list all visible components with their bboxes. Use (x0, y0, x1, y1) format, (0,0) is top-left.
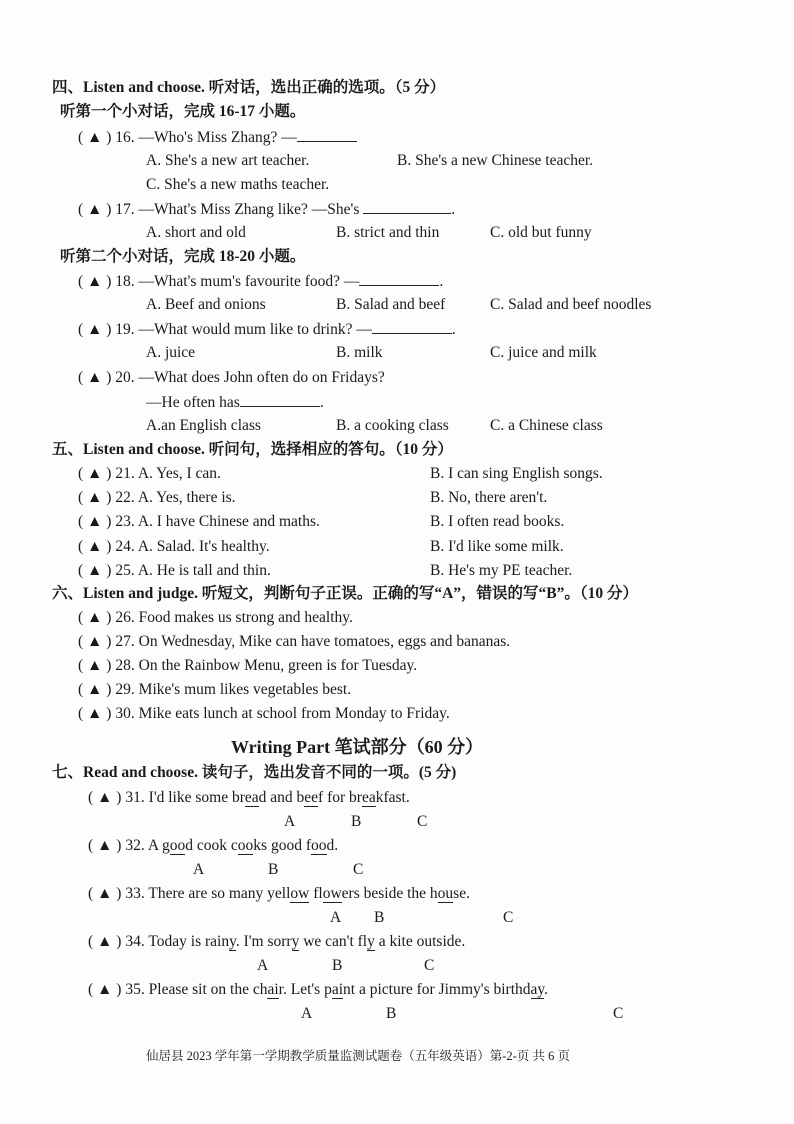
statement-row (78, 608, 353, 628)
sentence-text: . I'm sorr (235, 933, 292, 950)
option-a: A. Beef and onions (146, 296, 266, 313)
option-b: B. No, there aren't. (430, 489, 548, 507)
option-letter: C (503, 909, 514, 926)
question-row (78, 512, 320, 532)
underlined-letters: ai (331, 981, 344, 998)
statement-row (78, 704, 450, 724)
question-19 (78, 319, 456, 340)
section-4-sub2: 听第二个小对话，完成 18-20 小题。 (60, 248, 306, 265)
answer-mark: ( ▲ ) (78, 321, 112, 338)
underlined-letters: oo (237, 837, 254, 854)
underlined-letters: ee (304, 789, 319, 806)
sentence-text: ers beside the h (341, 885, 438, 902)
underlined-letters: ea (244, 789, 259, 806)
question-text: 20. —What does John often do on Fridays? (115, 369, 385, 386)
answer-mark: ( ▲ ) (78, 657, 112, 674)
underlined-letters: y (291, 933, 300, 950)
answer-mark: ( ▲ ) (78, 201, 112, 218)
question-row (88, 836, 338, 856)
section-7-heading: 七、Read and choose. 读句子，选出发音不同的一项。(5 分) (52, 764, 457, 781)
statement-row (78, 656, 417, 676)
underlined-letters: y (229, 933, 236, 950)
option-letter: C (417, 813, 428, 830)
underlined-letters: ay (530, 981, 545, 998)
option-b: B. I often read books. (430, 513, 565, 531)
answer-blank (297, 127, 357, 142)
option-b: B. a cooking class (336, 417, 449, 434)
section-4-heading: 四、Listen and choose. 听对话，选出正确的选项。（5 分） (52, 79, 446, 96)
question-text: 19. —What would mum like to drink? — (115, 321, 372, 338)
question-20 (78, 368, 385, 388)
sentence-text: r. Let's p (278, 981, 332, 998)
answer-blank (359, 271, 439, 286)
option-c: C. Salad and beef noodles (490, 296, 652, 313)
answer-blank (363, 199, 451, 214)
option-letter: A (284, 813, 296, 830)
option-b: B. milk (336, 344, 383, 361)
option-c: C. She's a new maths teacher. (146, 176, 330, 193)
answer-blank (240, 392, 320, 407)
option-a: 23. A. I have Chinese and maths. (115, 513, 320, 531)
underlined-letters: ow (322, 885, 342, 902)
option-letter: A (257, 957, 269, 974)
option-b: B. I'd like some milk. (430, 537, 564, 555)
option-a: A. short and old (146, 224, 246, 241)
sentence-text: nt a picture for Jimmy's birthd (343, 981, 531, 998)
question-row (78, 464, 221, 484)
statement-text: 30. Mike eats lunch at school from Monday to Friday. (115, 705, 450, 722)
option-a: A. She's a new art teacher. (146, 152, 310, 169)
sentence-text: ks good f (253, 837, 311, 854)
option-a: 22. A. Yes, there is. (115, 489, 236, 507)
question-row (88, 980, 548, 1000)
answer-mark: ( ▲ ) (78, 681, 112, 698)
question-row (78, 488, 236, 508)
underlined-letters: oo (311, 837, 327, 854)
option-letter: A (301, 1005, 313, 1022)
underlined-letters: oo (169, 837, 186, 854)
option-b: B. He's my PE teacher. (430, 561, 573, 579)
sentence-text: d and b (258, 789, 305, 806)
question-row (88, 884, 470, 904)
period: . (451, 321, 456, 338)
answer-mark: ( ▲ ) (78, 369, 112, 386)
answer-mark: ( ▲ ) (78, 513, 112, 531)
answer-mark: ( ▲ ) (78, 561, 112, 579)
underlined-letters: ou (437, 885, 454, 902)
underlined-letters: y (367, 933, 375, 950)
answer-mark: ( ▲ ) (78, 633, 112, 650)
underlined-letters: ow (290, 885, 310, 902)
answer-mark: ( ▲ ) (78, 489, 112, 507)
question-row (88, 932, 465, 952)
option-a: 21. A. Yes, I can. (115, 465, 221, 482)
answer-mark: ( ▲ ) (78, 609, 112, 626)
page-footer: 仙居县 2023 学年第一学期教学质量监测试题卷（五年级英语）第-2-页 共 6 页 (146, 1049, 570, 1063)
option-c: C. juice and milk (490, 344, 597, 361)
option-b: B. She's a new Chinese teacher. (397, 152, 594, 169)
sentence-text: se. (453, 885, 470, 902)
question-text: 16. —Who's Miss Zhang? — (115, 129, 297, 146)
option-a: 24. A. Salad. It's healthy. (115, 537, 270, 555)
option-letter: B (268, 861, 279, 878)
question-text: 17. —What's Miss Zhang like? —She's (115, 201, 360, 218)
statement-text: 27. On Wednesday, Mike can have tomatoes, eggs and bananas. (115, 633, 511, 650)
option-letter: B (386, 1005, 397, 1022)
writing-part-title: Writing Part 笔试部分（60 分） (231, 737, 484, 757)
option-a: 25. A. He is tall and thin. (115, 561, 271, 579)
answer-prompt: —He often has (146, 394, 240, 411)
underlined-letters: ai (267, 981, 279, 998)
option-letter: C (353, 861, 364, 878)
section-4-sub1: 听第一个小对话，完成 16-17 小题。 (60, 103, 306, 120)
question-18 (78, 271, 443, 292)
section-6-heading: 六、Listen and judge. 听短文，判断句子正误。正确的写“A”，错误的写“B”。（10 分） (52, 585, 639, 602)
sentence-text: we can't fl (299, 933, 368, 950)
statement-row (78, 680, 351, 700)
sentence-text: . (544, 981, 548, 998)
option-letter: B (332, 957, 343, 974)
question-text: 18. —What's mum's favourite food? — (115, 273, 360, 290)
option-letter: C (424, 957, 435, 974)
option-letter: B (374, 909, 385, 926)
option-a: A. juice (146, 344, 196, 361)
answer-mark: ( ▲ ) (78, 537, 112, 555)
answer-mark: ( ▲ ) (88, 789, 122, 806)
statement-text: 29. Mike's mum likes vegetables best. (115, 681, 352, 698)
question-16 (78, 127, 357, 148)
option-a: A.an English class (146, 417, 261, 434)
sentence-text: f for br (318, 789, 362, 806)
answer-mark: ( ▲ ) (78, 705, 112, 722)
option-b: B. I can sing English songs. (430, 465, 603, 482)
option-b: B. Salad and beef (336, 296, 446, 313)
option-b: B. strict and thin (336, 224, 440, 241)
question-17 (78, 199, 455, 220)
underlined-letters: ea (361, 789, 376, 806)
option-c: C. old but funny (490, 224, 592, 241)
question-row (88, 788, 410, 808)
answer-mark: ( ▲ ) (88, 933, 122, 950)
answer-mark: ( ▲ ) (88, 981, 122, 998)
option-c: C. a Chinese class (490, 417, 603, 434)
sentence-text: d cook c (185, 837, 238, 854)
sentence-text: fl (309, 885, 323, 902)
answer-mark: ( ▲ ) (78, 129, 112, 146)
answer-mark: ( ▲ ) (88, 885, 122, 902)
answer-blank (372, 319, 452, 334)
statement-row (78, 632, 510, 652)
question-row (78, 537, 270, 557)
sentence-text: a kite outside. (374, 933, 466, 950)
sentence-text: 31. I'd like some br (125, 789, 245, 806)
question-20-answer-line (146, 392, 324, 413)
sentence-text: 34. Today is rain (125, 933, 230, 950)
statement-text: 28. On the Rainbow Menu, green is for Tuesday. (115, 657, 418, 674)
sentence-text: kfast. (375, 789, 410, 806)
statement-text: 26. Food makes us strong and healthy. (115, 609, 353, 626)
answer-mark: ( ▲ ) (78, 273, 112, 290)
sentence-text: 35. Please sit on the ch (125, 981, 268, 998)
option-letter: A (330, 909, 342, 926)
period: . (451, 201, 456, 218)
option-letter: A (193, 861, 205, 878)
option-letter: C (613, 1005, 624, 1022)
sentence-text: 33. There are so many yell (125, 885, 291, 902)
answer-mark: ( ▲ ) (88, 837, 122, 854)
section-5-heading: 五、Listen and choose. 听问句，选择相应的答句。（10 分） (52, 441, 453, 458)
answer-mark: ( ▲ ) (78, 465, 112, 482)
sentence-text: d. (326, 837, 339, 854)
option-letter: B (351, 813, 362, 830)
sentence-text: 32. A g (125, 837, 170, 854)
period: . (319, 394, 324, 411)
question-row (78, 561, 271, 581)
period: . (439, 273, 444, 290)
